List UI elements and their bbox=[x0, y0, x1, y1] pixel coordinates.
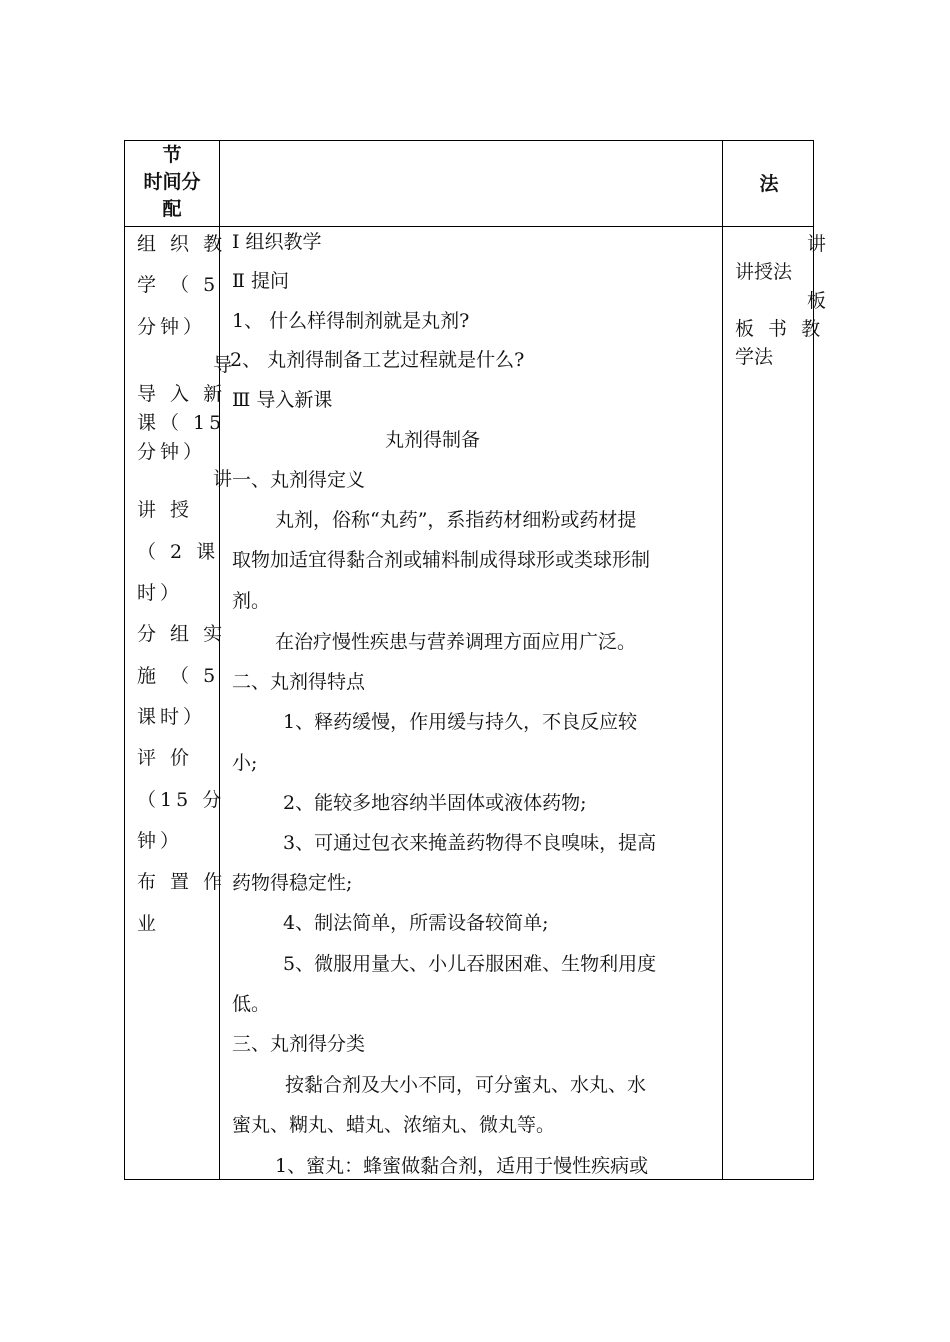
content-heading: 一、丸剂得定义 bbox=[232, 469, 366, 491]
content-line: 小; bbox=[232, 752, 258, 774]
content-line: 按黏合剂及大小不同，可分蜜丸、水丸、水 bbox=[285, 1074, 647, 1096]
header-line: 节 bbox=[162, 144, 182, 166]
content-line: 1、释药缓慢，作用缓与持久，不良反应较 bbox=[283, 711, 638, 733]
left-col-line: （ 2 课 bbox=[137, 541, 220, 563]
method-line: 讲授法 bbox=[735, 261, 793, 283]
overflow-mark: 讲 bbox=[213, 468, 233, 490]
content-heading: 二、丸剂得特点 bbox=[232, 671, 366, 693]
left-col-line: 分钟） bbox=[137, 441, 207, 463]
header-time-allocation bbox=[125, 142, 219, 223]
left-col-line: 分 组 实 bbox=[137, 623, 227, 645]
header-line: 时间分 bbox=[143, 171, 201, 193]
overflow-mark: 导 bbox=[213, 354, 233, 376]
content-line: 4、制法简单，所需设备较简单; bbox=[283, 912, 549, 934]
content-line: 蜜丸、糊丸、蜡丸、浓缩丸、微丸等。 bbox=[232, 1114, 556, 1136]
left-col-line: 课时） bbox=[137, 706, 207, 728]
content-line: 丸剂，俗称“丸药”，系指药材细粉或药材提 bbox=[275, 509, 637, 531]
content-line: 1、 什么样得制剂就是丸剂? bbox=[232, 310, 470, 332]
content-line: 3、可通过包衣来掩盖药物得不良嗅味，提高 bbox=[283, 832, 657, 854]
section-title: 丸剂得制备 bbox=[385, 429, 481, 451]
content-heading: 三、丸剂得分类 bbox=[232, 1033, 366, 1055]
content-line: Ⅰ 组织教学 bbox=[232, 231, 322, 253]
content-line: Ⅲ 导入新课 bbox=[232, 389, 333, 411]
content-line: 2、能较多地容纳半固体或液体药物; bbox=[283, 792, 587, 814]
lesson-plan-table bbox=[124, 140, 827, 1180]
content-line: 剂。 bbox=[232, 590, 271, 612]
left-col-line: 业 bbox=[137, 913, 161, 935]
method-line: 学法 bbox=[735, 346, 774, 368]
left-col-line: 学 （ 5 bbox=[137, 274, 220, 296]
method-line: 板 书 教 bbox=[735, 318, 825, 340]
content-line: 5、微服用量大、小儿吞服困难、生物利用度 bbox=[283, 953, 657, 975]
left-col-line: 布 置 作 bbox=[137, 871, 227, 893]
content-line: 低。 bbox=[232, 993, 271, 1015]
left-col-line: 分钟） bbox=[137, 316, 207, 338]
header-method: 法 bbox=[759, 173, 779, 195]
left-col-line: （15 分 bbox=[137, 789, 226, 811]
left-col-line: 讲 授 bbox=[137, 499, 194, 521]
overflow-mark: 板 bbox=[807, 290, 827, 312]
left-col-line: 时） bbox=[137, 582, 184, 604]
left-col-line: 课（ 15 bbox=[137, 412, 226, 434]
content-line: 取物加适宜得黏合剂或辅料制成得球形或类球形制 bbox=[232, 549, 651, 571]
content-line: 1、蜜丸：蜂蜜做黏合剂，适用于慢性疾病或 bbox=[275, 1155, 649, 1177]
content-line: Ⅱ 提问 bbox=[232, 270, 289, 292]
content-line: 药物得稳定性; bbox=[232, 872, 353, 894]
column-divider-2 bbox=[722, 141, 723, 1179]
left-col-line: 组 织 教 bbox=[137, 233, 227, 255]
header-line: 配 bbox=[162, 198, 182, 220]
left-col-line: 导 入 新 bbox=[137, 383, 227, 405]
left-col-line: 施 （ 5 bbox=[137, 665, 220, 687]
left-col-line: 评 价 bbox=[137, 747, 194, 769]
content-line: 2、 丸剂得制备工艺过程就是什么? bbox=[230, 349, 525, 371]
overflow-mark: 讲 bbox=[807, 233, 827, 255]
content-line: 在治疗慢性疾患与营养调理方面应用广泛。 bbox=[275, 631, 637, 653]
header-divider bbox=[125, 226, 813, 227]
left-col-line: 钟） bbox=[137, 830, 184, 852]
